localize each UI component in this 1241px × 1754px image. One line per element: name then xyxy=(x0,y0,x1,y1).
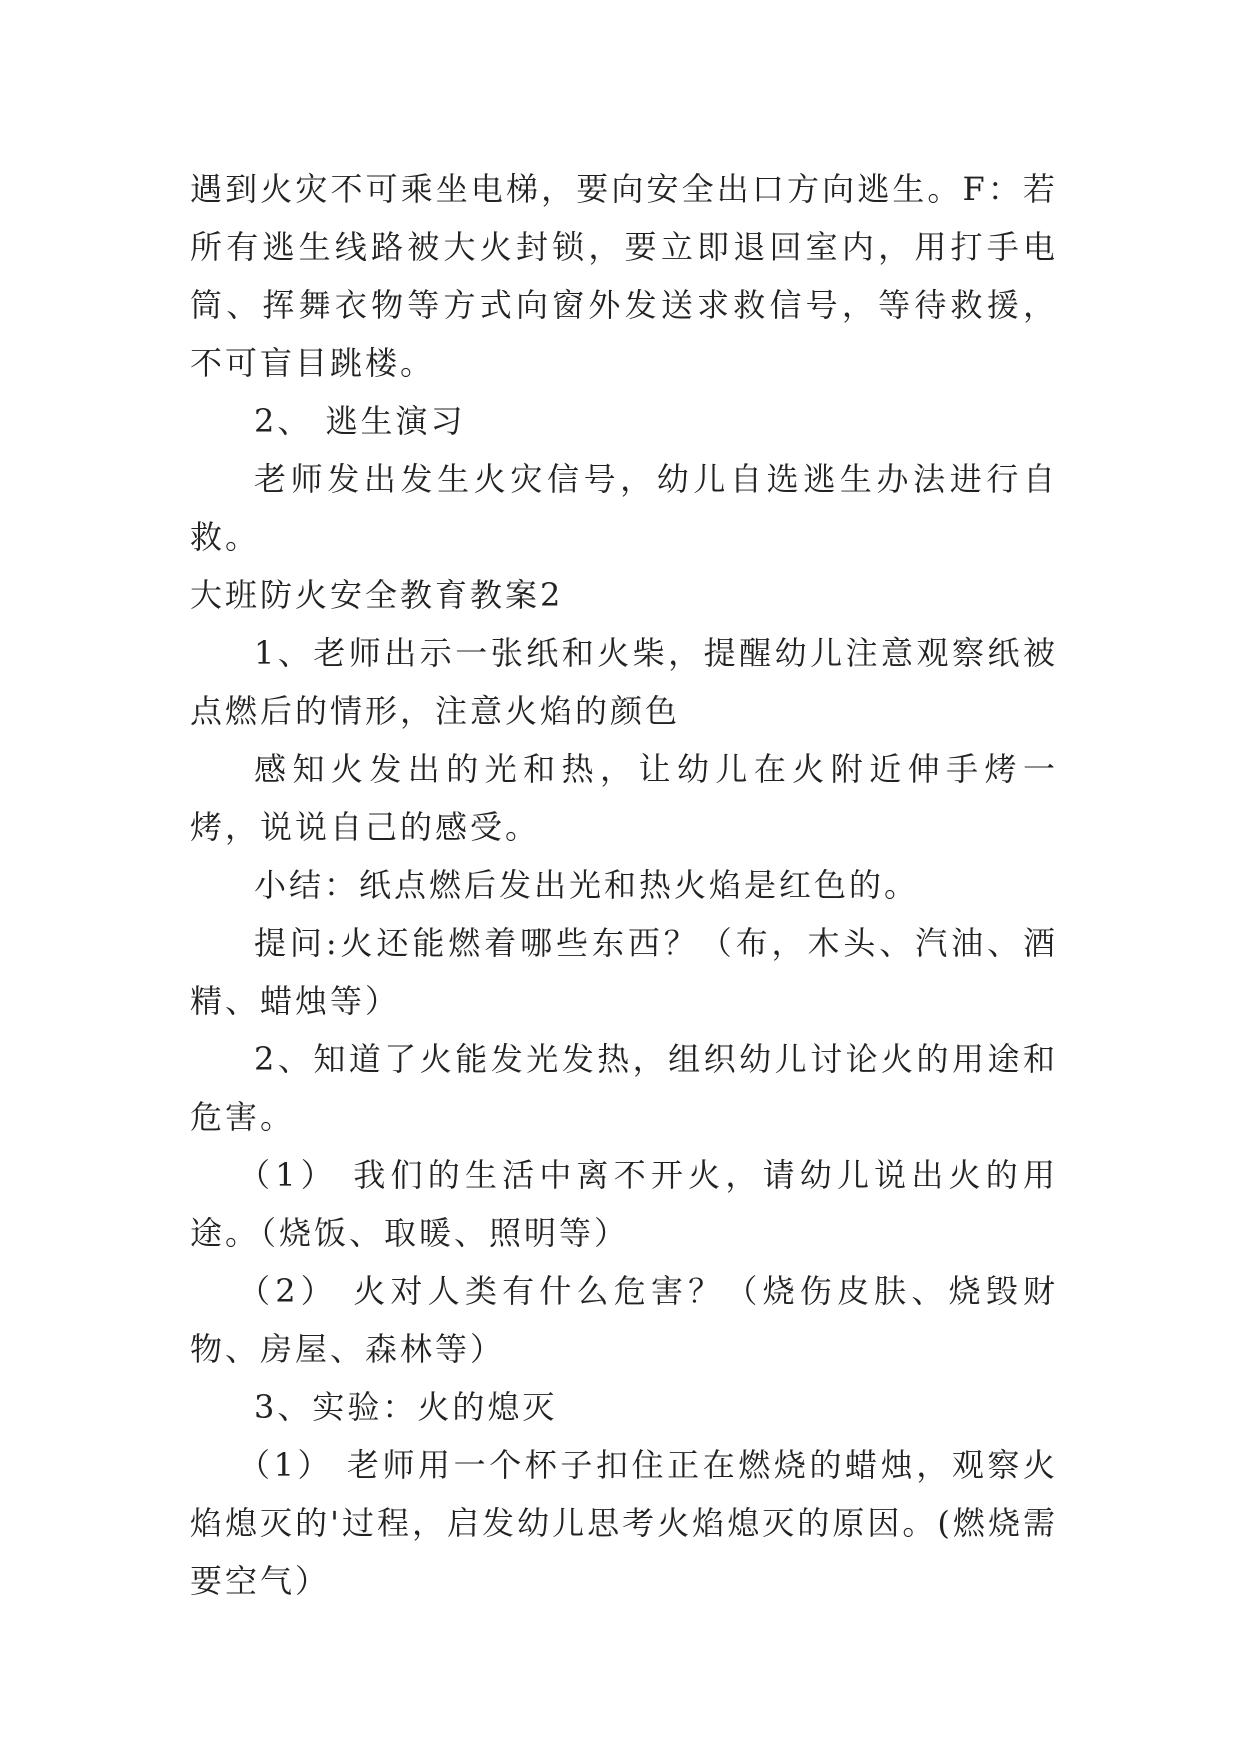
paragraph-uses: （1） 我们的生活中离不开火，请幼儿说出火的用途。（烧饭、取暖、照明等） xyxy=(190,1156,1058,1252)
paragraph-harms: （2） 火对人类有什么危害？（烧伤皮肤、烧毁财物、房屋、森林等） xyxy=(190,1272,1058,1368)
heading-experiment: 3、实验：火的熄灭 xyxy=(254,1388,558,1426)
section-title: 大班防火安全教育教案2 xyxy=(190,576,564,614)
paragraph-drill-instruction: 老师发出发生火灾信号，幼儿自选逃生办法进行自救。 xyxy=(190,460,1058,556)
paragraph-sense-heat: 感知火发出的光和热，让幼儿在火附近伸手烤一烤，说说自己的感受。 xyxy=(190,750,1058,846)
paragraph-step-1: 1、老师出示一张纸和火柴，提醒幼儿注意观察纸被点燃后的情形，注意火焰的颜色 xyxy=(190,634,1058,730)
paragraph-step-2: 2、知道了火能发光发热，组织幼儿讨论火的用途和危害。 xyxy=(190,1040,1058,1136)
heading-escape-drill: 2、 逃生演习 xyxy=(254,402,466,440)
paragraph-summary: 小结：纸点燃后发出光和热火焰是红色的。 xyxy=(254,866,920,904)
paragraph-escape-rules: 遇到火灾不可乘坐电梯，要向安全出口方向逃生。F：若所有逃生线路被大火封锁，要立即退回室内，用打手电筒、挥舞衣物等方式向窗外发送求救信号，等待救援，不可盲目跳楼。 xyxy=(190,170,1058,382)
paragraph-question: 提问:火还能燃着哪些东西？（布，木头、汽油、酒精、蜡烛等） xyxy=(190,924,1058,1020)
paragraph-experiment-1: （1） 老师用一个杯子扣住正在燃烧的蜡烛，观察火焰熄灭的'过程，启发幼儿思考火焰熄灭的原因。(燃烧需要空气） xyxy=(190,1446,1058,1600)
document-body xyxy=(190,160,1058,1610)
